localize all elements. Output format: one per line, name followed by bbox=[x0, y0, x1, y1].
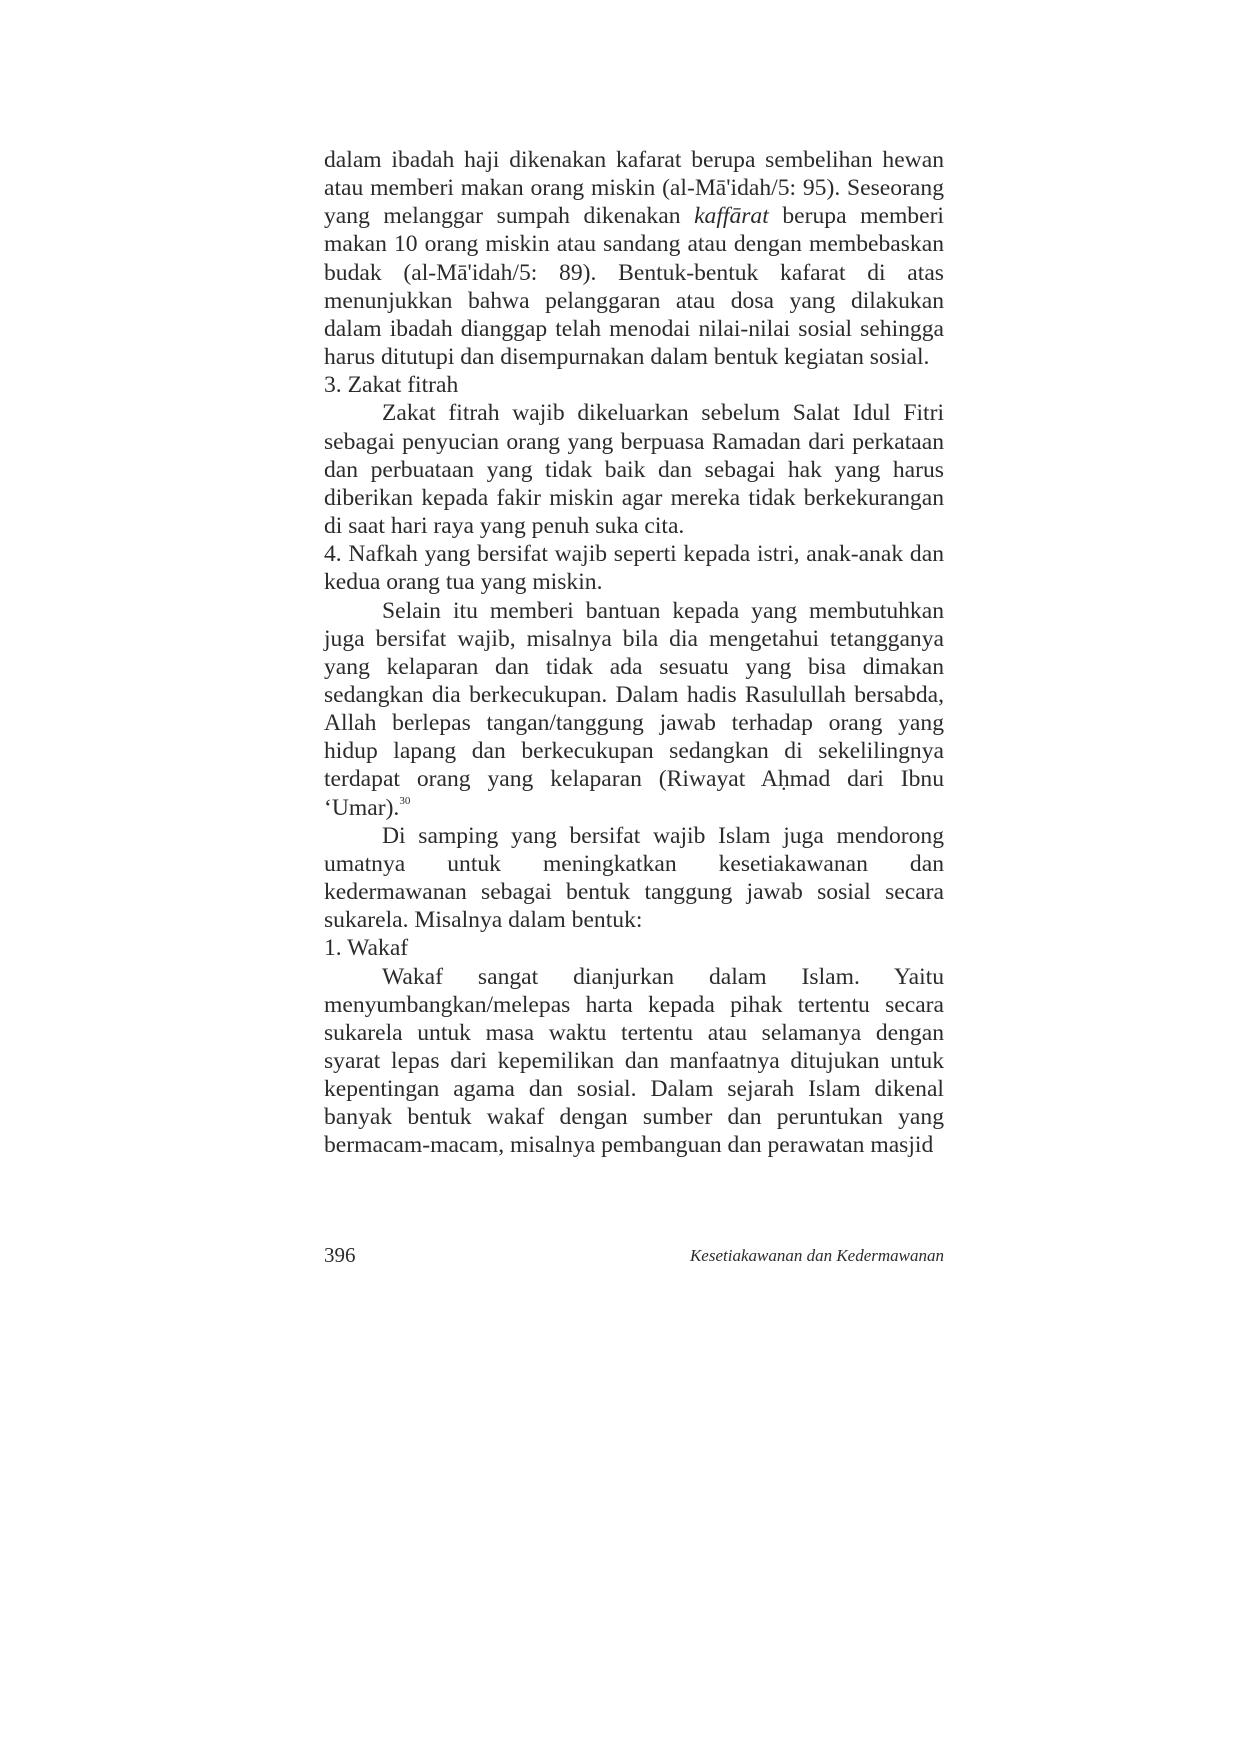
paragraph-zakat-fitrah: Zakat fitrah wajib dikeluarkan sebelum Salat Idul Fitri sebagai penyucian orang yang berpuasa Ramadan dari perkataan dan perbuataan yang tidak baik dan sebagai hak yang harus diberikan kepada fakir miskin agar mereka tidak berkekurangan di saat hari raya yang penuh suka cita. bbox=[324, 400, 944, 540]
page-body bbox=[324, 146, 944, 1160]
footnote-marker: 30 bbox=[399, 794, 411, 807]
italic-term: kaffārat bbox=[694, 203, 769, 230]
paragraph-kafarat: dalam ibadah haji dikenakan kafarat berupa sembelihan hewan atau memberi makan orang miskin (al-Mā'idah/5: 95). Seseorang yang melanggar sumpah dikenakan kaffārat berupa memberi makan 10 orang miskin atau sandang atau dengan membebaskan budak (al-Mā'idah/5: 89). Bentuk-bentuk kafarat di atas menunjukkan bahwa pelanggaran atau dosa yang dilakukan dalam ibadah dianggap telah menodai nilai-nilai sosial sehingga harus ditutupi dan disempurnakan dalam bentuk kegiatan sosial. bbox=[324, 147, 944, 371]
list-heading-nafkah: 4. Nafkah yang bersifat wajib seperti kepada istri, anak-anak dan kedua orang tua yang miskin. bbox=[324, 541, 944, 596]
list-heading-wakaf: 1. Wakaf bbox=[324, 935, 409, 962]
page-number: 396 bbox=[324, 1243, 356, 1267]
list-heading-zakat-fitrah: 3. Zakat fitrah bbox=[324, 372, 459, 399]
page-footer bbox=[324, 1243, 944, 1273]
paragraph-wakaf: Wakaf sangat dianjurkan dalam Islam. Yaitu menyumbangkan/melepas harta kepada pihak tertentu secara sukarela untuk masa waktu tertentu atau selamanya dengan syarat lepas dari kepemilikan dan manfaatnya ditujukan untuk kepentingan agama dan sosial. Dalam sejarah Islam dikenal banyak bentuk wakaf dengan sumber dan peruntukan yang bermacam-macam, misalnya pembanguan dan perawatan masjid bbox=[324, 963, 944, 1159]
running-title: Kesetiakawanan dan Kedermawanan bbox=[689, 1246, 944, 1265]
paragraph-bantuan: Selain itu memberi bantuan kepada yang membutuhkan juga bersifat wajib, misalnya bila dia mengetahui tetangganya yang kelaparan dan tidak ada sesuatu yang bisa dimakan sedangkan dia berkecukupan. Dalam hadis Rasulullah bersabda, Allah berlepas tangan/tanggung jawab terhadap orang yang hidup lapang dan berkecukupan sedangkan di sekelilingnya terdapat orang yang kelaparan (Riwayat Aḥmad dari Ibnu ‘Umar).$^{30}$ bbox=[324, 597, 944, 821]
paragraph-kedermawanan: Di samping yang bersifat wajib Islam juga mendorong umatnya untuk meningkatkan kesetiakawanan dan kedermawanan sebagai bentuk tanggung jawab sosial secara sukarela. Misalnya dalam bentuk: bbox=[324, 822, 944, 934]
